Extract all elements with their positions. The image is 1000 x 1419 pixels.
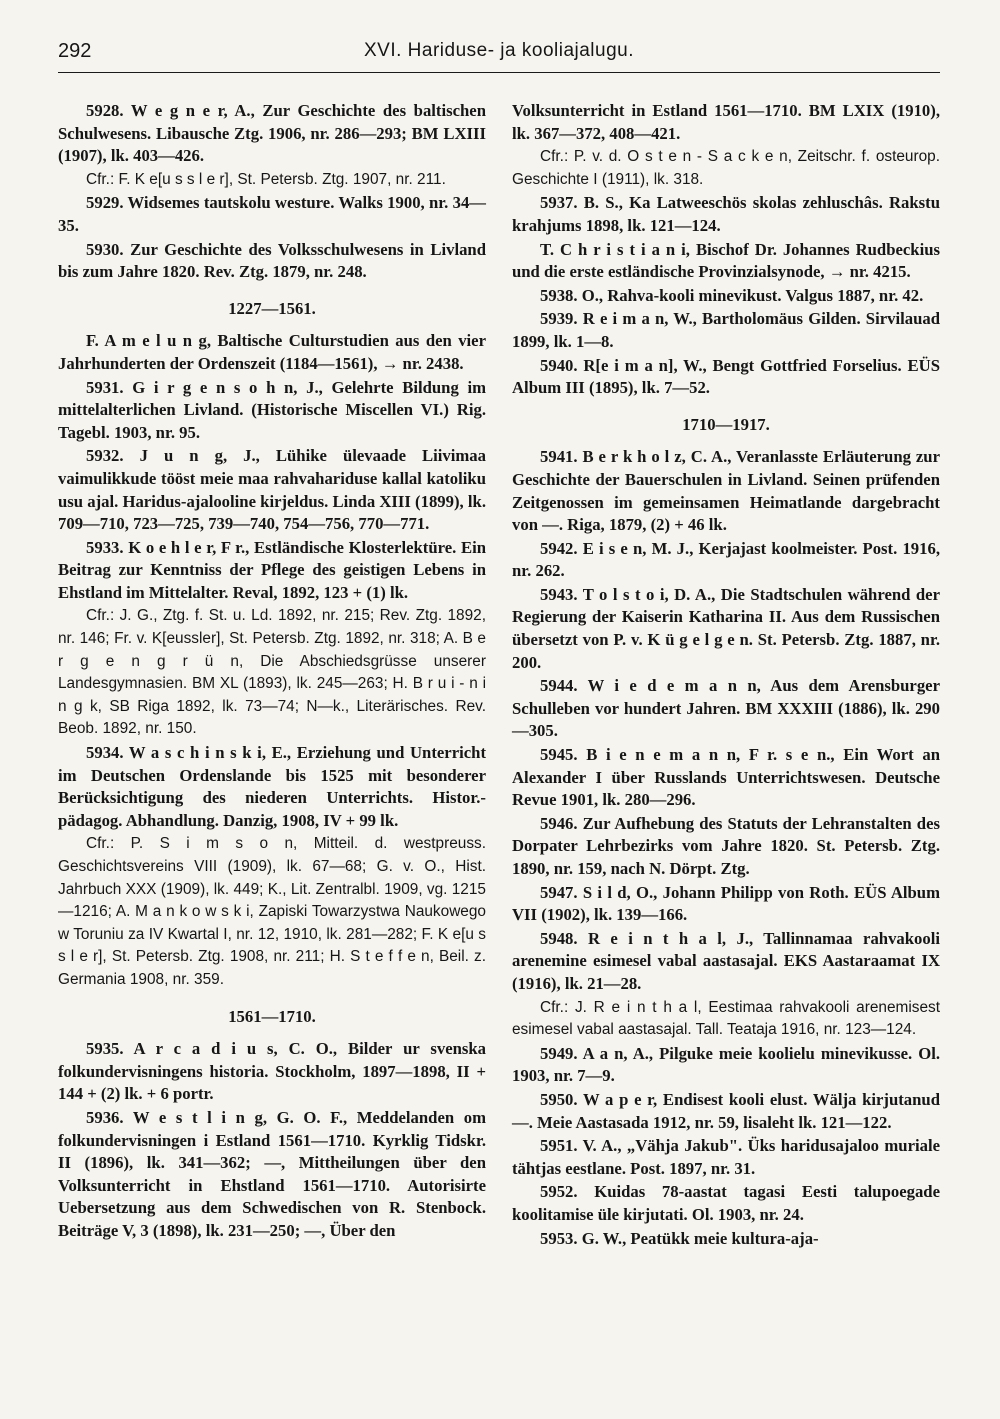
bibliography-entry: 5942. E i s e n, M. J., Kerjajast koolmeister. Post. 1916, nr. 262.	[512, 538, 940, 581]
running-head: XVI. Hariduse- ja kooliajalugu.	[363, 40, 635, 61]
bibliography-entry: 5937. B. S., Ka Latweeschös skolas zehluschâs. Rakstu krahjums 1898, lk. 121—124.	[512, 193, 940, 235]
bibliography-entry: T. C h r i s t i a n i, Bischof Dr. Johannes Rudbeckius und die erste estländische Provinzialsynode, → nr. 4215.	[512, 239, 940, 282]
bibliography-entry: 5940. R[e i m a n], W., Bengt Gottfried Forselius. EÜS Album III (1895), lk. 7—52.	[512, 355, 940, 398]
bibliography-entry: 5932. J u n g, J., Lühike ülevaade Liivimaa vaimulikkude tööst meie maa rahvahariduse kallal katoliku usu ajal. Haridus-ajalooline kirjeldus. Linda XIII (1899), lk. 709—710, 723—725, 739—740, 754—756, 770—771.	[58, 446, 486, 534]
bibliography-entry: 5928. W e g n e r, A., Zur Geschichte des baltischen Schulwesens. Libausche Ztg. 1906, nr. 286—293; BM LXIII (1907), lk. 403—426.	[58, 101, 486, 166]
bibliography-entry: 5930. Zur Geschichte des Volksschulwesens in Livland bis zum Jahre 1820. Rev. Ztg. 1879, nr. 248.	[58, 239, 486, 282]
section-heading: 1227—1561.	[228, 298, 316, 318]
bibliography-entry: 5953. G. W., Peatükk meie kultura-aja-	[540, 1228, 819, 1248]
bibliography-entry: 5934. W a s c h i n s k i, E., Erziehung und Unterricht im Deutschen Ordenslande bis 1525 mit besonderer Berücksichtigung des niederen Unterrichts. Histor.-pädagog. Abhandlung. Danzig, 1908, IV + 99 lk.	[58, 743, 486, 830]
bibliography-entry: 5950. W a p e r, Endisest kooli elust. Wälja kirjutanud —. Meie Aastasada 1912, nr. 59, lisaleht lk. 121—122.	[512, 1089, 940, 1132]
bibliography-entry: 5944. W i e d e m a n n, Aus dem Arensburger Schulleben vor hundert Jahren. BM XXXIII (1886), lk. 290—305.	[512, 676, 940, 741]
bibliography-entry: 5938. O., Rahva-kooli minevikust. Valgus 1887, nr. 42.	[540, 285, 924, 305]
entry-continuation: Volksunterricht in Estland 1561—1710. BM LXIX (1910), lk. 367—372, 408—421.	[512, 101, 940, 143]
bibliography-entry: 5943. T o l s t o i, D. A., Die Stadtschulen während der Regierung der Kaiserin Katharina II. Aus dem Russischen übersetzt von P. v. K ü g e l g e n. St. Petersb. Ztg. 1887, nr. 200.	[512, 584, 940, 672]
bibliography-entry: 5936. W e s t l i n g, G. O. F., Meddelanden om folkundervisningen i Estland 1561—1710. Kyrklig Tidskr. II (1896), lk. 341—362; —, Mittheilungen über den Volksunterricht in Ehstland 1561—1710. Autorisirte Uebersetzung aus dem Schwedischen von R. Stenbock. Beiträge V, 3 (1898), lk. 231—250; —, Über den	[58, 1107, 486, 1240]
section-heading: 1710—1917.	[682, 414, 770, 434]
bibliography-entry: 5931. G i r g e n s o h n, J., Gelehrte Bildung im mittelalterlichen Livland. (Historische Miscellen VI.) Rig. Tagebl. 1903, nr. 95.	[58, 377, 486, 442]
bibliography-entry: 5933. K o e h l e r, F r., Estländische Klosterlektüre. Ein Beitrag zur Kenntniss der Pflege des geistigen Lebens in Ehstland im Mittelalter. Reval, 1892, 123 + (1) lk.	[58, 537, 486, 602]
section-heading: 1561—1710.	[228, 1006, 316, 1026]
bibliography-entry: 5945. B i e n e m a n n, F r. s e n., Ein Wort an Alexander I über Russlands Unterrichtswesen. Deutsche Revue 1901, lk. 280—296.	[512, 745, 940, 810]
bibliography-entry: 5948. R e i n t h a l, J., Tallinnamaa rahvakooli arenemine esimesel vabal aastasajal. EKS Aastaraamat IX (1916), lk. 21—28.	[512, 928, 940, 993]
review-note: Cfr.: F. K e[u s s l e r], St. Petersb. Ztg. 1907, nr. 211.	[86, 170, 446, 188]
review-note: Cfr.: P. v. d. O s t e n - S a c k e n, Zeitschr. f. osteurop. Geschichte I (1911), lk. 318.	[512, 148, 940, 188]
bibliography-entry: F. A m e l u n g, Baltische Culturstudien aus den vier Jahrhunderten der Ordenszeit (1184—1561), → nr. 2438.	[58, 331, 486, 373]
bibliography-entry: 5939. R e i m a n, W., Bartholomäus Gilden. Sirvilauad 1899, lk. 1—8.	[512, 309, 940, 351]
review-note: Cfr.: P. S i m s o n, Mitteil. d. westpreuss. Geschichtsvereins VIII (1909), lk. 67—68; G. v. O., Hist. Jahrbuch XXX (1909), lk. 449; K., Lit. Zentralbl. 1909, vg. 1215—1216; A. M a n k o w s k i, Zapiski Towarzystwa Naukowego w Toruniu za IV Kwartal I, nr. 12, 1910, lk. 281—282; F. K e[u s s l e r], St. Petersb. Ztg. 1908, nr. 211; H. S t e f f e n, Beil. z. Germania 1908, nr. 359.	[58, 835, 486, 988]
bibliography-entry: 5947. S i l d, O., Johann Philipp von Roth. EÜS Album VII (1902), lk. 139—166.	[512, 882, 940, 925]
bibliography-entry: 5941. B e r k h o l z, C. A., Veranlasste Erläuterung zur Geschichte der Bauerschulen in Livland. Seinen prüfenden Zeitgenossen im gemeinsamen Heimatlande dargebracht von —. Riga, 1879, (2) + 46 lk.	[512, 447, 940, 535]
review-note: Cfr.: J. G., Ztg. f. St. u. Ld. 1892, nr. 215; Rev. Ztg. 1892, nr. 146; Fr. v. K[eussler], St. Petersb. Ztg. 1892, nr. 318; A. B e r g e n g r ü n, Die Abschiedsgrüsse unserer Landesgymnasien. BM XL (1893), lk. 245—263; H. B r u i - n i n g k, SB Riga 1892, lk. 73—74; N—k., Literärisches. Rev. Beob. 1892, nr. 150.	[58, 607, 486, 738]
page-header	[58, 40, 940, 76]
right-column	[512, 100, 940, 1251]
header-rule	[58, 72, 940, 73]
bibliography-entry: 5946. Zur Aufhebung des Statuts der Lehranstalten des Dorpater Lehrbezirks vom Jahre 1820. St. Petersb. Ztg. 1890, nr. 159, nach N. Dörpt. Ztg.	[512, 813, 940, 878]
bibliography-entry: 5952. Kuidas 78-aastat tagasi Eesti talupoegade koolitamise üle kirjutati. Ol. 1903, nr. 24.	[512, 1182, 940, 1224]
bibliography-entry: 5935. A r c a d i u s, C. O., Bilder ur svenska folkundervisningens historia. Stockholm, 1897—1898, II + 144 + (2) lk. + 6 portr.	[58, 1039, 486, 1104]
page-number: 292	[58, 40, 92, 62]
review-note: Cfr.: J. R e i n t h a l, Eestimaa rahvakooli arenemisest esimesel vabal aastasajal. Tall. Teataja 1916, nr. 123—124.	[512, 998, 940, 1039]
bibliography-entry: 5951. V. A., „Vähja Jakub". Üks haridusajaloo muriale tähtjas eestlane. Post. 1897, nr. 31.	[512, 1136, 940, 1178]
left-column	[58, 100, 486, 1244]
bibliography-entry: 5929. Widsemes tautskolu westure. Walks 1900, nr. 34—35.	[58, 193, 486, 235]
bibliography-entry: 5949. A a n, A., Pilguke meie koolielu minevikusse. Ol. 1903, nr. 7—9.	[512, 1043, 940, 1086]
